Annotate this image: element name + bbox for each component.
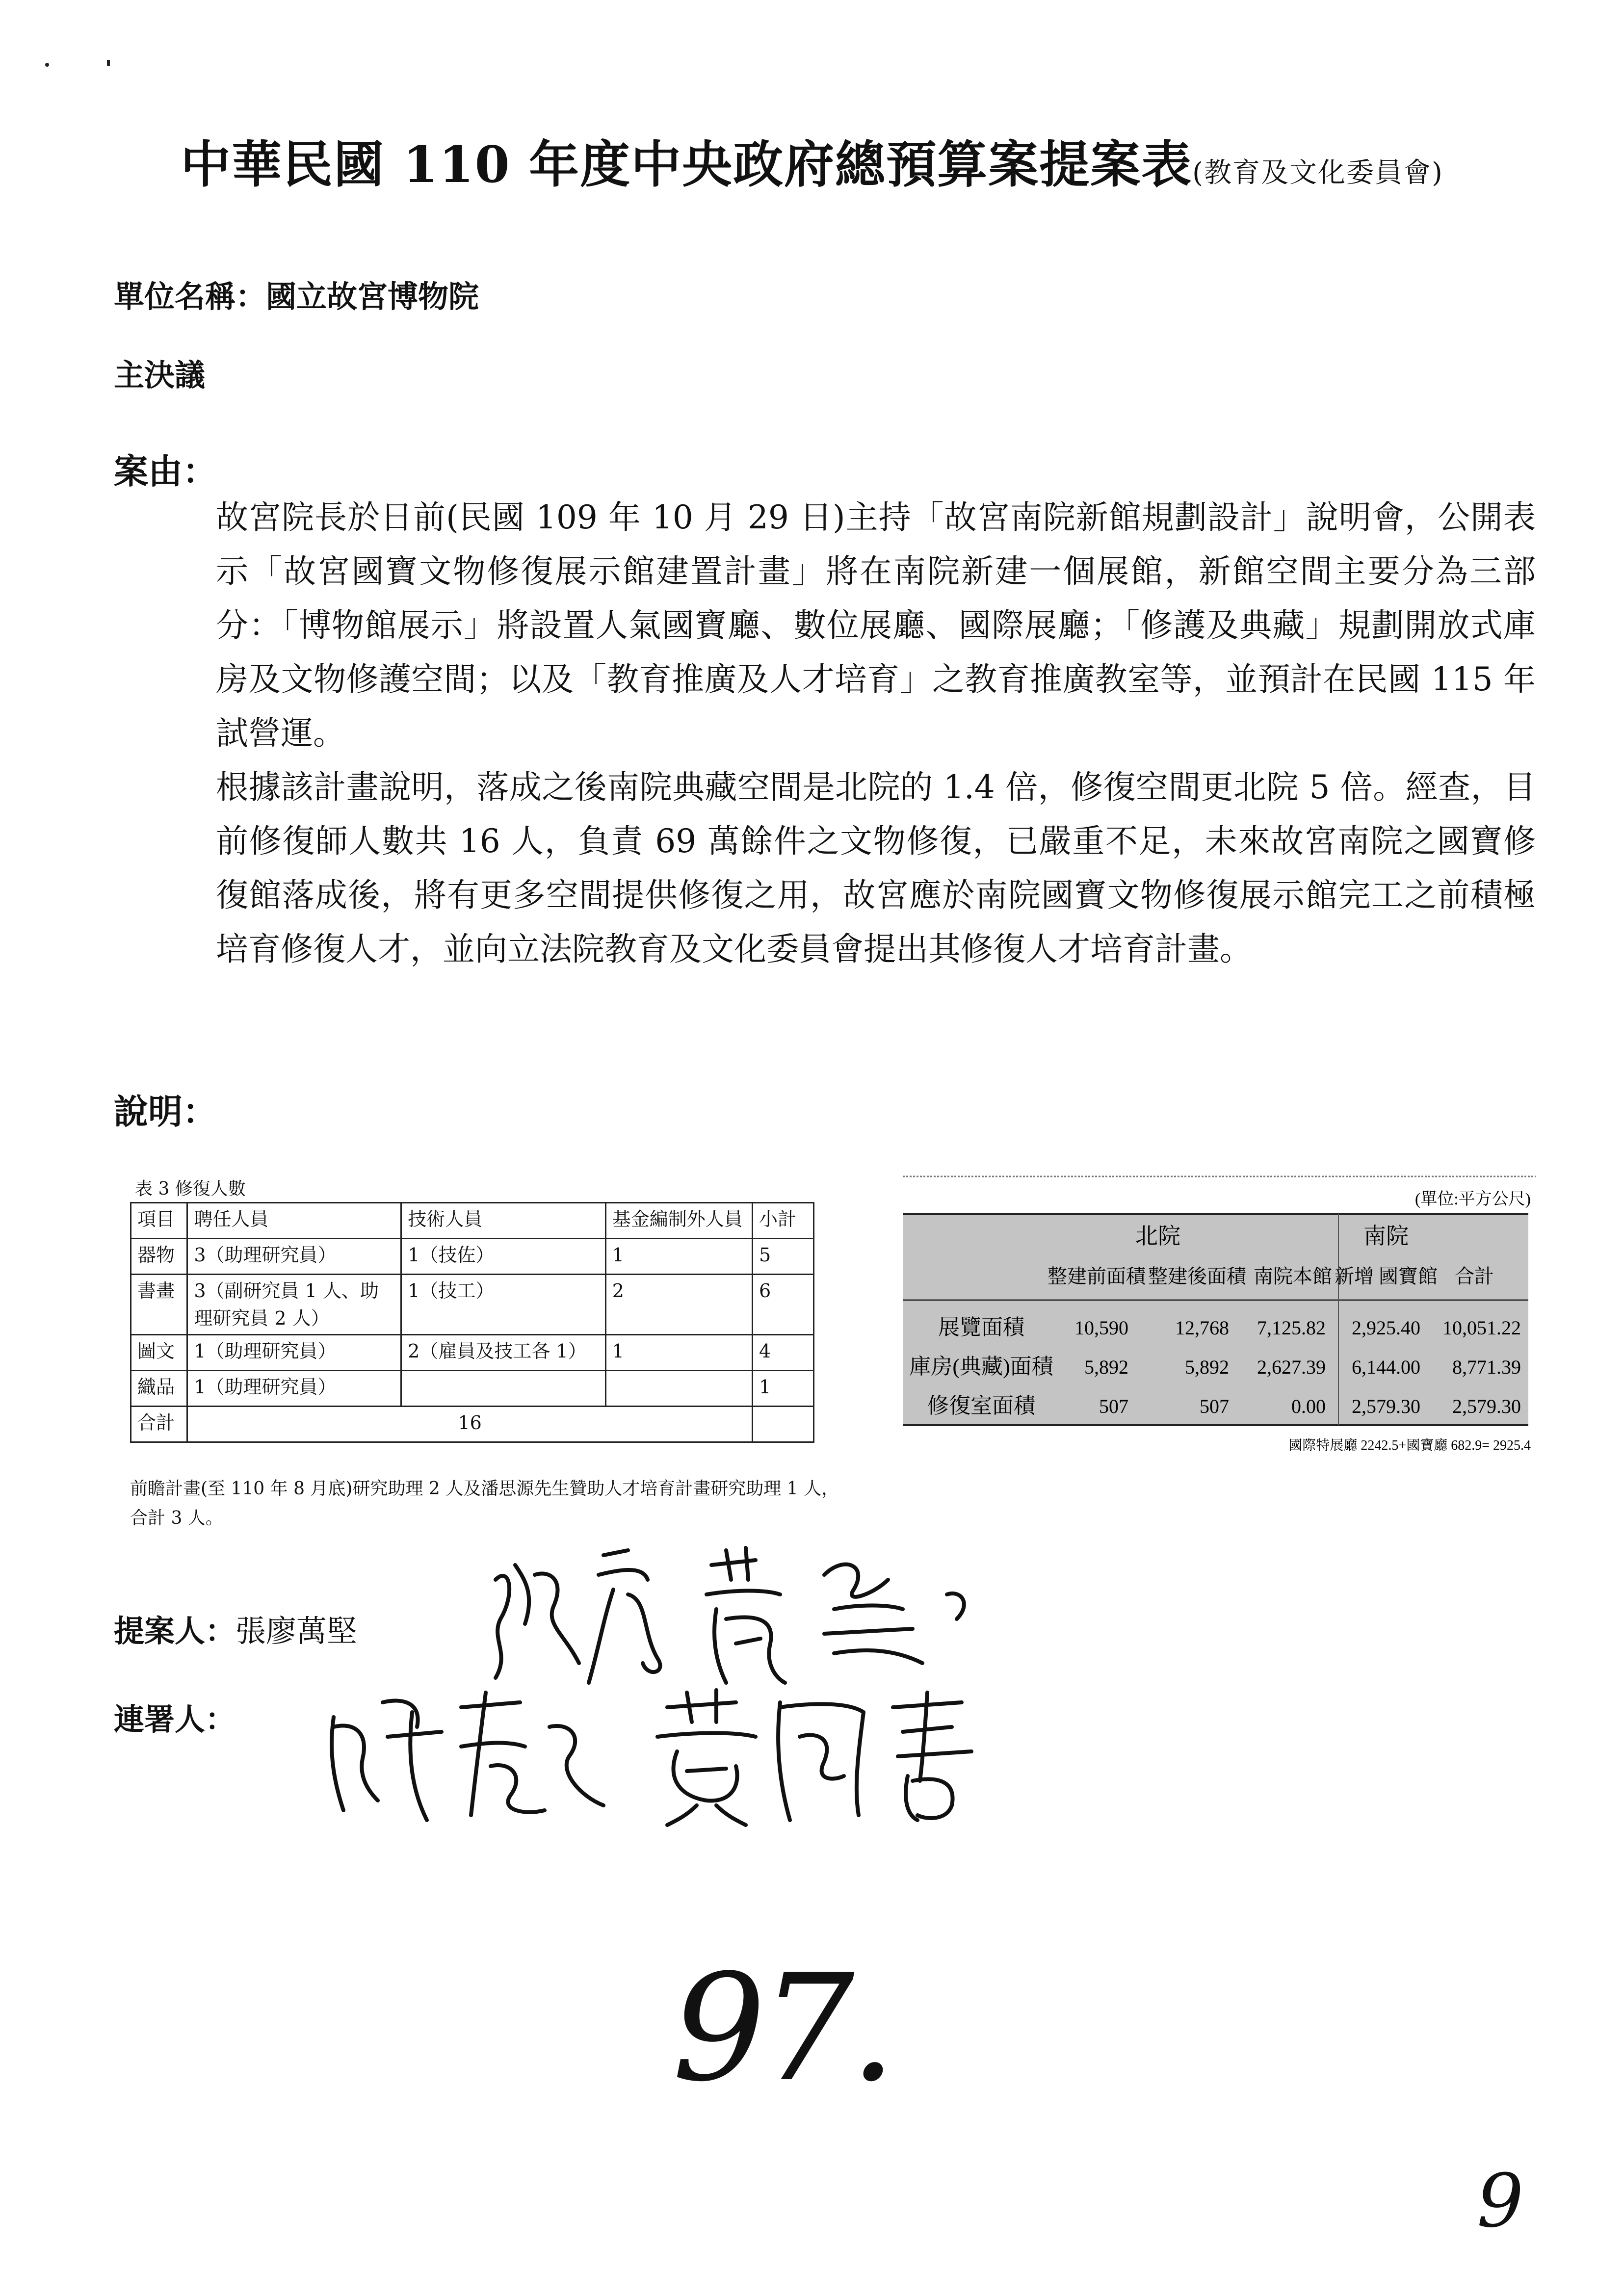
table-cell: 3（副研究員 1 人、助理研究員 2 人）: [187, 1275, 401, 1335]
area-group-north: 北院: [1135, 1224, 1180, 1249]
table-cell: 1: [752, 1371, 813, 1407]
area-cell: 507: [1099, 1395, 1128, 1417]
table-header-cell: 技術人員: [401, 1203, 606, 1239]
table-header-cell: 項目: [131, 1203, 187, 1239]
table-cell: 圖文: [131, 1335, 187, 1371]
table-cell: 1（技佐）: [401, 1239, 606, 1275]
table-header-cell: 聘任人員: [187, 1203, 401, 1239]
area-cell: 10,590: [1074, 1317, 1128, 1339]
proposer-signature: [481, 1536, 981, 1693]
area-row-label: 修復室面積: [927, 1394, 1035, 1418]
area-cell: 5,892: [1185, 1356, 1229, 1378]
table-cell: [752, 1407, 813, 1442]
proposer-name: 張廖萬堅: [236, 1613, 358, 1649]
reason-label: 案由：: [114, 451, 217, 492]
area-col-header: 整建前面積: [1048, 1265, 1146, 1287]
table-cell: 書畫: [131, 1275, 187, 1335]
page-title: [0, 125, 1624, 197]
area-row-label: 展覽面積: [938, 1315, 1024, 1339]
scan-speck: [45, 63, 49, 67]
area-cell: 507: [1200, 1395, 1229, 1417]
cosigner-signatures: [314, 1673, 1001, 1830]
area-cell: 2,579.30: [1352, 1395, 1420, 1417]
table-row: [131, 1335, 814, 1371]
area-group-south: 南院: [1363, 1224, 1409, 1249]
area-cell: 0.00: [1291, 1395, 1326, 1417]
table-total-value: 16: [187, 1407, 753, 1442]
area-row-label: 庫房(典藏)面積: [909, 1355, 1053, 1379]
area-cell: 6,144.00: [1352, 1356, 1420, 1378]
table-row: [131, 1371, 814, 1407]
table-cell: 合計: [131, 1407, 187, 1442]
area-table-graphic: [903, 1173, 1536, 1457]
proposer-label-text: 提案人：: [114, 1613, 236, 1649]
table-total-row: [131, 1407, 814, 1442]
table-header-cell: 小計: [752, 1203, 813, 1239]
area-cell: 2,579.30: [1452, 1395, 1521, 1417]
table-cell: [605, 1371, 752, 1407]
area-cell: 5,892: [1084, 1356, 1128, 1378]
proposer-label: [114, 1607, 357, 1650]
area-table: [903, 1173, 1536, 1457]
reason-paragraph-2: 根據該計畫說明，落成之後南院典藏空間是北院的 1.4 倍，修復空間更北院 5 倍。經查，目前修復師人數共 16 人，負責 69 萬餘件之文物修復，已嚴重不足，未來故宮南院之國寶修復館落成後，將有更多空間提供修復之用，故宮應於南院國寶文物修復展示館完工之前積極培育修復人才，並向立法院教育及文化委員會提出其修復人才培育計畫。: [216, 768, 1536, 968]
scan-speck: [107, 60, 110, 66]
explain-label: 說明：: [114, 1092, 217, 1132]
area-table-unit: (單位:平方公尺): [1414, 1190, 1531, 1208]
title-main: 中華民國 110 年度中央政府總預算案提案表: [181, 135, 1193, 194]
table-cell: 3（助理研究員）: [187, 1239, 401, 1275]
page-number: 9: [1477, 2159, 1524, 2244]
cosigner-label: 連署人：: [114, 1701, 236, 1737]
table-cell: 1（助理研究員）: [187, 1335, 401, 1371]
table-cell: 1（技工）: [401, 1275, 606, 1335]
table-row: [131, 1275, 814, 1335]
area-col-header: 南院本館: [1254, 1265, 1332, 1287]
area-col-header: 新增 國寶館: [1335, 1265, 1438, 1287]
resolution-label: 主決議: [114, 357, 206, 393]
reason-paragraph-1: 故宮院長於日前(民國 109 年 10 月 29 日)主持「故宮南院新館規劃設計」說明會，公開表示「故宮國寶文物修復展示館建置計畫」將在南院新建一個展館，新館空間主要分為三部分：「博物館展示」將設置人氣國寶廳、數位展廳、國際展廳；「修護及典藏」規劃開放式庫房及文物修護空間；以及「教育推廣及人才培育」之教育推廣教室等，並預計在民國 115 年試營運。: [216, 498, 1536, 752]
table-row: [131, 1239, 814, 1275]
area-col-header: 合計: [1455, 1265, 1494, 1287]
area-col-header: 整建後面積: [1148, 1265, 1246, 1287]
unit-name: 單位名稱：國立故宮博物院: [114, 279, 479, 314]
table-cell: 1: [605, 1335, 752, 1371]
table-cell: 1: [605, 1239, 752, 1275]
table-cell: 4: [752, 1335, 813, 1371]
table-cell: 5: [752, 1239, 813, 1275]
table-cell: 器物: [131, 1239, 187, 1275]
table-cell: 2（雇員及技工各 1）: [401, 1335, 606, 1371]
table-header-row: [131, 1203, 814, 1239]
table3-footnote: 前瞻計畫(至 110 年 8 月底)研究助理 2 人及潘思源先生贊助人才培育計畫研究助理 1 人，合計 3 人。: [130, 1479, 839, 1528]
table3-caption: 表 3 修復人數: [135, 1179, 246, 1199]
area-cell: 2,925.40: [1352, 1317, 1420, 1339]
table-header-cell: 基金編制外人員: [605, 1203, 752, 1239]
table-cell: 織品: [131, 1371, 187, 1407]
table-cell: 2: [605, 1275, 752, 1335]
table-cell: 1（助理研究員）: [187, 1371, 401, 1407]
area-cell: 7,125.82: [1257, 1317, 1326, 1339]
stamp-number: 97.: [672, 1943, 892, 2114]
area-table-note: 國際特展廳 2242.5+國寶廳 682.9= 2925.4: [1288, 1438, 1531, 1453]
area-cell: 10,051.22: [1442, 1317, 1521, 1339]
area-cell: 2,627.39: [1257, 1356, 1326, 1378]
area-cell: 8,771.39: [1452, 1356, 1521, 1378]
reason-text: [216, 491, 1536, 976]
table-cell: [401, 1371, 606, 1407]
area-cell: 12,768: [1175, 1317, 1229, 1339]
title-committee: (教育及文化委員會): [1192, 157, 1443, 189]
repair-staff-table: [130, 1202, 814, 1443]
table-cell: 6: [752, 1275, 813, 1335]
